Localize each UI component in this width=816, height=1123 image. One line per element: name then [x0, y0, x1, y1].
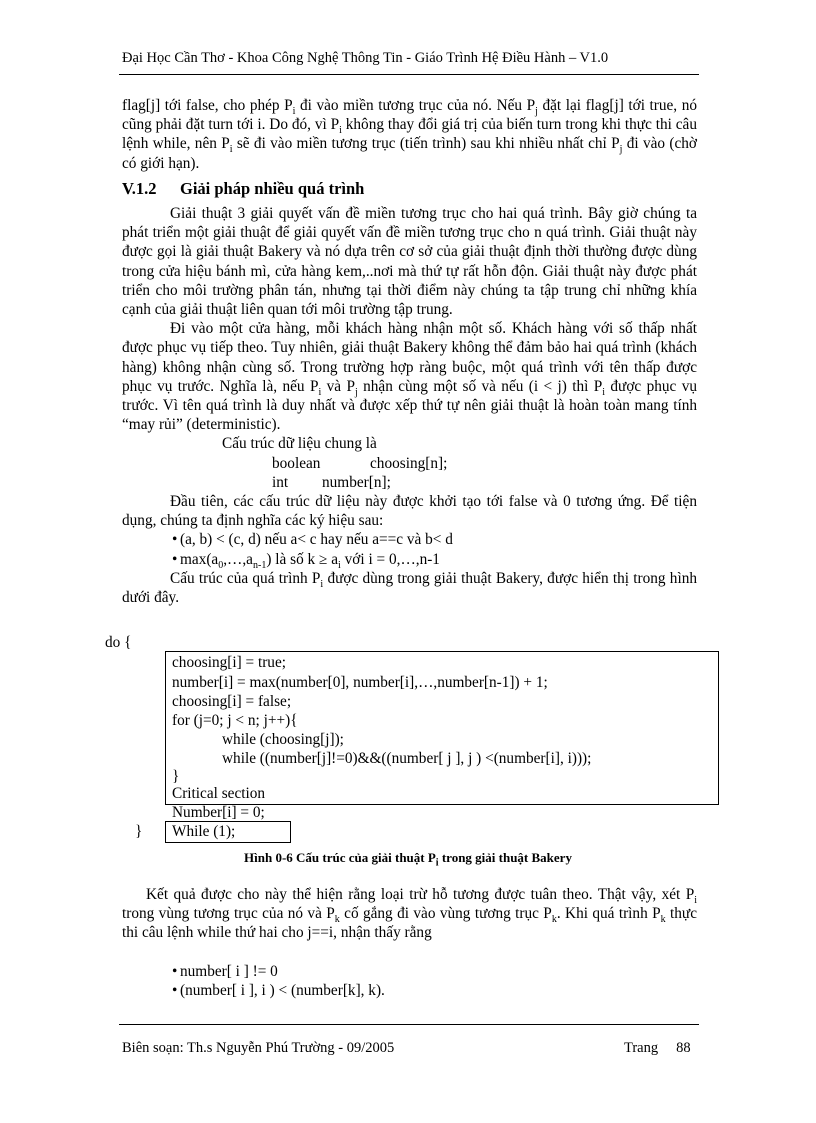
code-do: do { [105, 634, 132, 651]
ds-type: int [272, 473, 289, 491]
critical-section-label: Critical section [172, 785, 266, 802]
subscript: i [229, 144, 233, 156]
page-body-continued [122, 885, 697, 1000]
code-close-brace: } [135, 823, 143, 840]
list-item: • $\max(a_0,\dots,a_{n-1})$ là số $k \ge a_i$ với i = 0,…,n-1 [122, 550, 697, 569]
code-line: while (choosing[j]); [222, 731, 344, 748]
section-heading [122, 179, 697, 198]
notation-list [122, 530, 697, 571]
ds-name: number[n]; [322, 473, 391, 491]
data-structure-row [272, 473, 697, 492]
paragraph-bakery-rules: Đi vào một cửa hàng, mỗi khách hàng nhận một số. Khách hàng với số thấp nhất được phục vụ tiếp theo. Tuy nhiên, giải thuật Bakery không thể đảm bảo hai quá trình (khách hàng) không nhận cùng số. Trong trường hợp ràng buộc, một quá trình với tên thấp được phục vụ trước. Nghĩa là, nếu $P_i$ và $P_j$ nhận cùng một số và nếu (i < j) thì $P_i$ được phục vụ trước. Vì tên quá trình là duy nhất và được xếp thứ tự nên giải thuật là hoàn toàn mang tính “may rủi” (deterministic). [122, 320, 697, 434]
code-line: choosing[i] = false; [172, 693, 292, 710]
section-number: V.1.2 [122, 178, 157, 198]
subscript: i [694, 895, 697, 907]
page-header: Đại Học Cần Thơ - Khoa Công Nghệ Thông Tin - Giáo Trình Hệ Điều Hành – V1.0 [122, 50, 609, 66]
code-line: while ((number[j]!=0)&&((number[ j ], j ) <(number[i], i))); [222, 750, 592, 767]
subscript: k [551, 914, 557, 926]
subscript: j [535, 106, 538, 118]
ds-type: boolean [272, 454, 321, 472]
code-while: While (1); [172, 823, 236, 840]
code-line-reset: Number[i] = 0; [172, 804, 265, 821]
intro-paragraph: flag[j] tới false, cho phép $P_i$ đi vào miền tương trục của nó. Nếu $P_j$ đặt lại flag[j] tới true, nó cũng phải đặt turn tới i. Do đó, vì $P_i$ không thay đổi giá trị của biến turn trong khi thực thi câu lệnh while, nên $P_i$ sẽ đi vào miền tương trục (tiến trình) sau khi nhiều nhất chỉ $P_j$ đi vào (chờ có giới hạn). [122, 97, 697, 172]
subscript: i [435, 857, 439, 869]
footer-author: Biên soạn: Th.s Nguyễn Phú Trường - 09/2005 [122, 1040, 395, 1056]
subscript: i [292, 106, 296, 118]
page-label: Trang [624, 1040, 659, 1056]
paragraph-initialization: Đầu tiên, các cấu trúc dữ liệu này được khởi tạo tới false và 0 tương ứng. Để tiện dụng, chúng ta định nghĩa các ký hiệu sau: [122, 493, 697, 530]
page-body [122, 96, 697, 607]
subscript: 0 [218, 559, 224, 571]
subscript: j [354, 386, 358, 398]
subscript: k [660, 914, 666, 926]
subscript: i [318, 386, 322, 398]
subscript: i [320, 578, 324, 590]
subscript: i [339, 125, 342, 137]
subscript: j [619, 144, 623, 156]
subscript: i [338, 559, 341, 571]
header-rule [119, 74, 699, 75]
paragraph-bakery-intro: Giải thuật 3 giải quyết vấn đề miền tương trục cho hai quá trình. Bây giờ chúng ta phát triển một giải thuật để giải quyết vấn đề miền tương trục cho n quá trình. Giải thuật này được gọi là giải thuật Bakery và nó dựa trên cơ sở của giải thuật định thời thường được dùng trong cửa hiệu bánh mì, cửa hàng kem,..nơi mà thứ tự rất hỗn độn. Giải thuật này được phát triển cho môi trường phân tán, nhưng tại thời điểm này chúng ta tập trung chỉ những khía cạnh của giải thuật liên quan tới môi trường tập trung. [122, 205, 697, 319]
footer-rule [119, 1024, 699, 1025]
list-item: • (a, b) < (c, d) nếu a< c hay nếu a==c và b< d [122, 530, 697, 549]
code-line: number[i] = max(number[0], number[i],…,number[n-1]) + 1; [172, 674, 548, 691]
subscript: n-1 [252, 559, 267, 571]
code-line: for (j=0; j < n; j++){ [172, 712, 298, 729]
code-line: } [172, 768, 180, 785]
data-structure-row [272, 454, 697, 473]
list-item: • number[ i ] != 0 [122, 962, 697, 981]
figure-caption: Hình 0-6 Cấu trúc của giải thuật $P_i$ trong giải thuật Bakery [244, 850, 572, 869]
data-structure-block [222, 434, 697, 492]
ds-name: choosing[n]; [370, 454, 448, 472]
subscript: k [334, 914, 340, 926]
page-number: 88 [676, 1040, 691, 1056]
condition-list [122, 962, 697, 1000]
paragraph-result: Kết quả được cho này thể hiện rằng loại trừ hỗ tương được tuân theo. Thật vậy, xét $P_i$ trong vùng tương trục của nó và $P_k$ cố gắng đi vào vùng tương trục $P_k$. Khi quá trình $P_k$ thực thi câu lệnh while thứ hai cho j==i, nhận thấy rằng [122, 886, 697, 942]
list-item: • (number[ i ], i ) < (number[k], k). [122, 981, 697, 1000]
footer-page [624, 1040, 691, 1057]
data-structure-heading: Cấu trúc dữ liệu chung là [222, 435, 377, 453]
subscript: i [602, 386, 606, 398]
paragraph-structure-intro: Cấu trúc của quá trình $P_i$ được dùng trong giải thuật Bakery, được hiển thị trong hình dưới đây. [122, 569, 697, 607]
section-title: Giải pháp nhiều quá trình [180, 178, 365, 198]
code-line: choosing[i] = true; [172, 654, 286, 671]
